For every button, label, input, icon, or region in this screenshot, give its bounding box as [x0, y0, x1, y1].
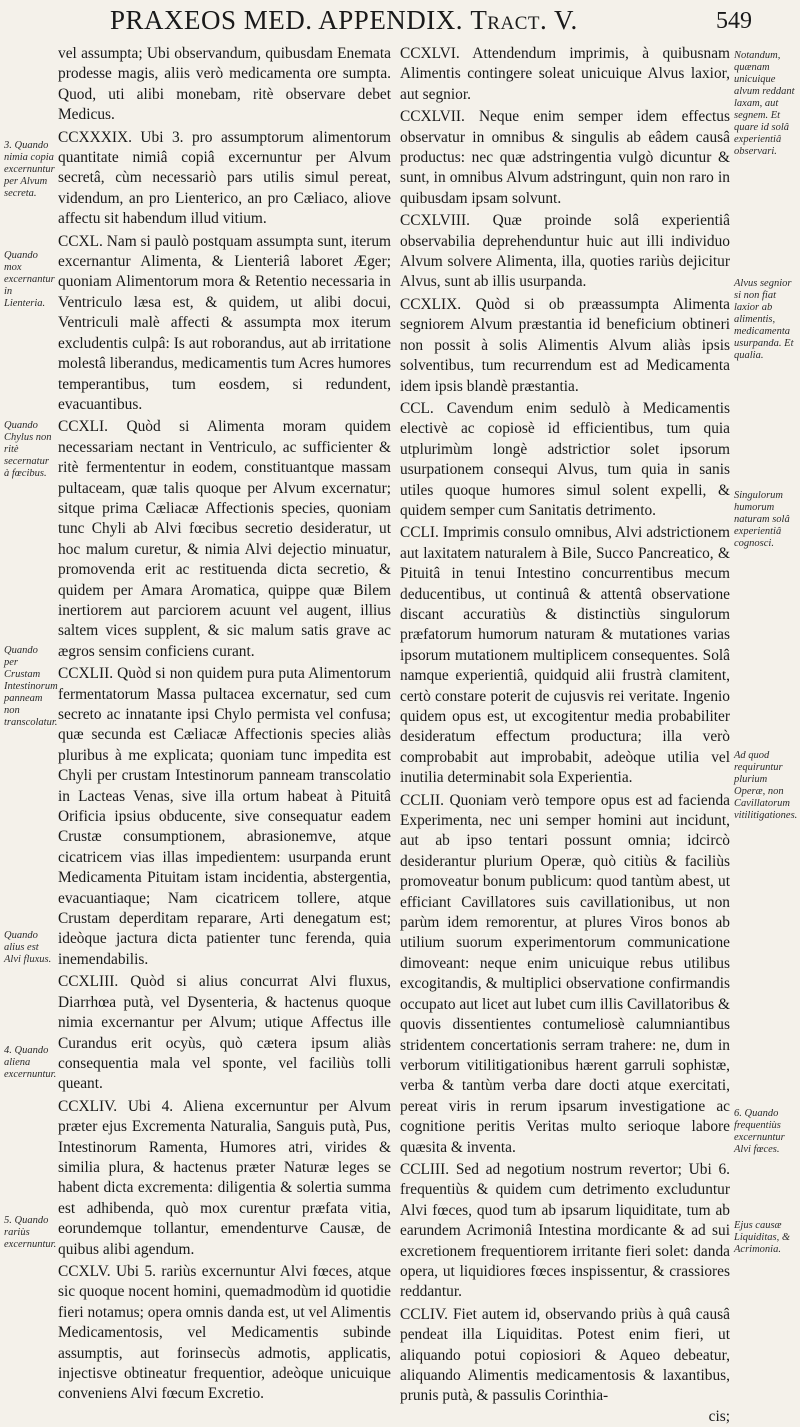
margin-note-text: Quando mox excernantur in Lienteria. [4, 250, 55, 309]
margin-note-left [4, 140, 54, 200]
page-number: 549 [716, 8, 752, 34]
margin-note-text: Quando Chylus non ritè secernatur à fœcibus. [4, 420, 52, 479]
margin-note-text: Alvus segnior si non fiat laxior ab alimentis, medicamenta usurpanda. Et qualia. [734, 278, 794, 361]
paragraph: CCL. Cavendum enim sedulò à Medicamentis electivè ac copiosè id efficientibus, tum quia utplurimùm longè adstrictior solet ipsorum usurpationem consequi Alvus, tum quia in sanis utiles quoque humores simul solent expelli, & quidem semper cum Sanitatis detrimento. [400, 399, 730, 519]
margin-note-text: Ejus causæ Liquiditas, & Acrimonia. [734, 1220, 791, 1255]
paragraph: CCXLIX. Quòd si ob præassumpta Alimenta segniorem Alvum præstantia id beneficium obtineri non possit à solis Alimentis Alvum aliàs ipsis solventibus, tum recurrendum est ad Medicamenta idem ipsis blandè præstantia. [400, 295, 730, 395]
margin-note-text: 5. Quando rariùs excernuntur. [4, 1215, 57, 1250]
paragraph: CCXLII. Quòd si non quidem pura puta Alimentorum fermentatorum Massa pultacea excernatur, sed cum secreto ac innatante ipsi Chylo permista vel confusa; quæ secunda est Cæliacæ Affectionis species aliàs pluribus à me explicata; quoniam tunc impedita est Chyli per crustam Intestinorum panneam transcolatio in Lacteas Venas, sive illa ortum habeat à Pituitâ Orificia ipsius obducente, sive consequatur eadem Crustæ consumptionem, abrasionemve, atque cicatricem vias illas impedientem: usurpanda erunt Medicamenta Pituitam istam incidentia, abstergentia, evacuantiaque; Nam cicatricem tollere, atque Crustam deperditam reparare, Arti denegatum est; ideòque jactura dicta patienter tunc ferenda, quia inemendabilis. [58, 665, 391, 968]
margin-note-right [734, 278, 798, 362]
margin-note-text: Ad quod requiruntur plurium Operæ, non Cavillatorum vitilitigationes. [734, 750, 798, 821]
paragraph: CCXLVI. Attendendum imprimis, à quibusnam Alimentis contingere soleat unicuique Alvus laxior, aut segnior. [400, 45, 730, 103]
paragraph: CCXLVIII. Quæ proinde solâ experientiâ observabilia deprehenduntur huic aut illi individuo Alvum solvere Alimenta, illa, quoties rariùs dejicitur Alvus, sunt ab illis usurpanda. [400, 212, 730, 291]
header-title: PRAXEOS MED. APPENDIX. [110, 5, 464, 35]
margin-note-left [4, 645, 58, 729]
margin-note-text: Quando alius est Alvi fluxus. [4, 930, 52, 965]
margin-note-left [4, 1215, 57, 1251]
paragraph: CCXLVII. Neque enim semper idem effectus observatur in omnibus & singulis ab eâdem causâ productus: nec quæ adstringentia vulgò dicuntur & sunt, in omnibus Alvum adstringunt, quin non raro in quibusdam ipsam solvunt. [400, 108, 730, 207]
margin-note-text: 6. Quando frequentiùs excernuntur Alvi fœces. [734, 1108, 785, 1155]
paragraph: vel assumpta; Ubi observandum, quibusdam Enemata prodesse magis, aliis verò medicamenta ore sumpta. Quod, uti alibi monebam, ritè observare debet Medicus. [58, 45, 391, 124]
margin-note-text: Quando per Crustam Intestinorum panneam non transcolatur. [4, 645, 58, 728]
paragraph: CCXXXIX. Ubi 3. pro assumptorum alimentorum quantitate nimiâ copiâ excernuntur per Alvum secretâ, cùm necessariò pars utilis simul pereat, videndum, an pro Lienterico, an pro Cæliaco, aliove affectu sit habendum illud vitium. [58, 128, 391, 228]
paragraph: CCXLIV. Ubi 4. Aliena excernuntur per Alvum præter ejus Excrementa Naturalia, Sanguis putà, Pus, Intestinorum Ramenta, Humores atri, virides & similia plura, & hactenus præter Naturæ leges se habent dicta excrementa: diligentia & solertia summa est adhibenda, quò mox curentur præfata vitia, eorundemque tollantur, emendenturve Causæ, de quibus alibi agendum. [58, 1097, 391, 1258]
paragraph: CCLII. Quoniam verò tempore opus est ad facienda Experimenta, nec uni semper homini aut incidunt, aut ab ipso tentari possunt omnia; idcircò desiderantur plurium Operæ, quò citiùs & faciliùs promoveatur bonum publicum: quod tantùm abest, ut efficiant Cavillatores suis cavillationibus, ut non parùm idem remorentur, at plures Viros bonos ab utilium suorum experimentorum communicatione dimoveant: neque enim unicuique rebus utilibus excogitandis, & multiplici observatione confirmandis occupato aut licet aut lubet cum illis Cavillatoribus & quovis dissentientes contumeliosè calumniantibus stridentem concertationis serram trahere: ne, dum in verborum vitilitigationibus hærent garruli sophistæ, verba & tantùm verba dare docti atque exercitati, pereat viris in rerum ipsarum investigatione ac cognitione peritis Veritas multo serioque labore quæsita & inventa. [400, 791, 730, 1156]
running-header [0, 0, 800, 44]
margin-note-left [4, 420, 54, 480]
margin-note-left [4, 930, 54, 966]
paragraph: CCLI. Imprimis consulo omnibus, Alvi adstrictionem aut laxitatem naturalem à Bile, Succo Pancreatico, & Pituitâ in tenui Intestino concurrentibus mecum deducentibus, ut continuâ & attentâ observatione discant accuratiùs & distinctiùs singulorum præfatorum humorum naturam & mutationes varias ipsorum mutationem multiplicem consequentes. Solâ namque experientiâ, quidquid alii frustrà clamitent, certò constare poterit de cujusvis rei veritate. Ingenio quidem opus est, ut excogitentur media probabiliter desideratum effectum productura; illa verò comprobabit aut improbabit, adeòque utilia vel inutilia determinabit sola Experientia. [400, 524, 730, 787]
running-title [110, 2, 578, 38]
paragraph: CCLIII. Sed ad negotium nostrum revertor; Ubi 6. frequentiùs & quidem cum detrimento excluduntur Alvi fœces, quod tum ab ipsarum liquiditate, tum ab earundem Acrimoniâ Intestina mordicante & ad sui excretionem frequentiorem irritante fieri solet: danda opera, ut liquidiores fœces inspissentur, & crassiores reddantur. [400, 1160, 730, 1301]
header-tract: Tract. V. [470, 5, 578, 35]
paragraph: CCXLV. Ubi 5. rariùs excernuntur Alvi fœces, atque sic quoque nocent homini, quemadmodùm id quotidie fieri notamus; opera omnis danda est, ut vel Alimentis Medicamentosis, vel Medicamentis subinde assumptis, aut forinsecùs admotis, applicatis, injectisve obtineatur frequentior, adeòque unicuique conveniens Alvi fœcum Excretio. [58, 1262, 391, 1403]
paragraph: CCXL. Nam si paulò postquam assumpta sunt, iterum excernantur Alimenta, & Lienteriâ laboret Æger; quoniam Alimentorum mora & Retentio necessaria in Ventriculo læsa est, & quidem, ut alibi docui, Ventriculi malè affecti & assumpta mox iterum excludentis culpâ: Is aut roborandus, aut ab irritatione molestâ liberandus, medicamentis tum Acres humores temperantibus, tum eosdem, si redundent, evacuantibus. [58, 232, 392, 413]
margin-note-text: 4. Quando aliena excernuntur. [4, 1045, 57, 1080]
right-column [400, 44, 730, 1425]
left-column [58, 44, 392, 1403]
margin-note-right [734, 50, 798, 158]
margin-note-right [734, 490, 798, 550]
margin-note-text: Notandum, quænam unicuique alvum reddant laxam, aut segnem. Et quare id solâ experientiâ observari. [734, 50, 795, 157]
margin-note-right [734, 1220, 798, 1256]
margin-note-text: 3. Quando nimia copia excernuntur per Alvum secreta. [4, 140, 55, 199]
paragraph: CCXLI. Quòd si Alimenta moram quidem necessariam nectant in Ventriculo, ac sufficienter & ritè fermententur in eodem, constituantque massam pultaceam, quæ talis quoque per Alvum excernatur; sitque prima Cæliacæ Affectionis species, quoniam tunc Chyli ab Alvi fœcibus secretio desideratur, ut hoc malum curetur, & nimia Alvi dejectio minuatur, promovenda erit ac restituenda dicta secretio, & quidem per Amara Aromatica, quippe quæ Bilem inertiorem aut parciorem acuunt vel augent, illius saltem vices supplent, & sic malum satis grave ac ægros sensim conficiens curant. [58, 418, 391, 660]
margin-note-text: Singulorum humorum naturam solâ experientiâ cognosci. [734, 490, 790, 549]
margin-note-left [4, 1045, 57, 1081]
paragraph: CCXLIII. Quòd si alius concurrat Alvi fluxus, Diarrhœa putà, vel Dysenteria, & hactenus quoque nimia excernantur per Alvum; utique Affectus ille Curandus erit ocyùs, quò cætera ipsum aliàs consequentia mala vel sponte, vel faciliùs tolli queant. [58, 973, 391, 1093]
margin-note-left [4, 250, 54, 310]
margin-note-right [734, 750, 798, 822]
paragraph: CCLIV. Fiet autem id, observando priùs à quâ causâ pendeat illa Liquiditas. Potest enim fieri, ut aliquando potui copiosiori & Aqueo debeatur, aliquando Alimentis medicamentosis & laxantibus, prunis putà, & passulis Corinthia- [400, 1305, 730, 1405]
catchword: cis; [708, 1407, 730, 1425]
margin-note-right [734, 1108, 798, 1156]
